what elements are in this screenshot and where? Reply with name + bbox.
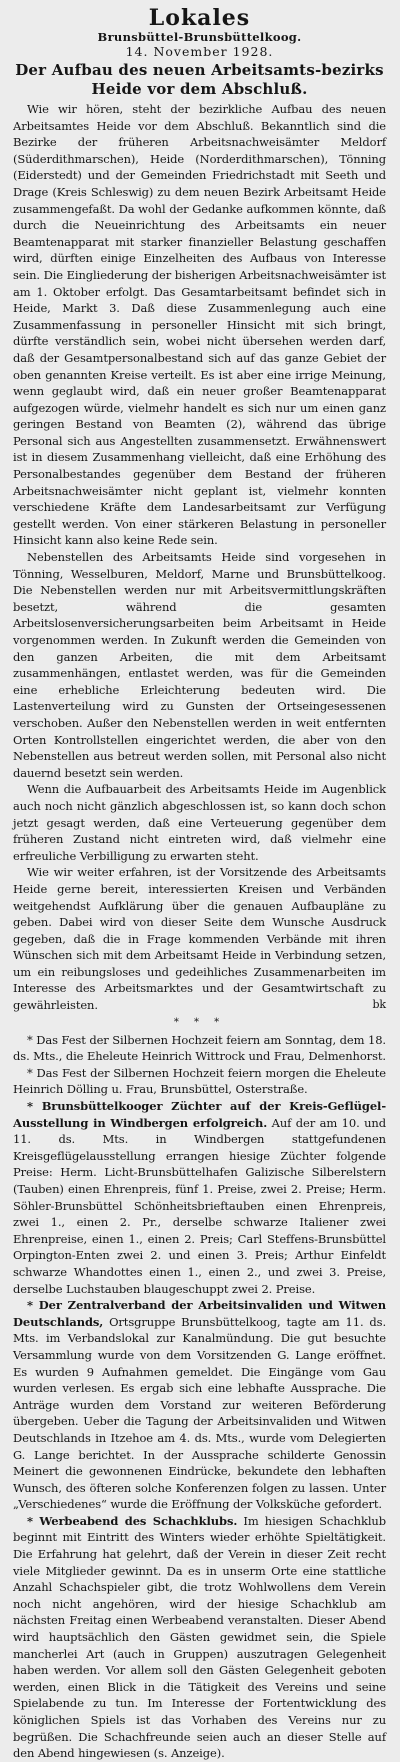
notice-heading: * Werbeabend des Schachklubs. xyxy=(27,1513,238,1528)
masthead: Lokales xyxy=(148,5,251,31)
article-headline: Der Aufbau des neuen Arbeitsamts-bezirks Heide vor dem Abschluß. xyxy=(15,61,384,98)
notice-text: * Das Fest der Silbernen Hochzeit feiern am Sonntag, dem 18. ds. Mts., die Eheleute Heinrich Wittrock und Frau, Delmenhorst. xyxy=(13,1032,386,1064)
notice-item xyxy=(13,1297,386,1513)
notice-item xyxy=(13,1032,386,1065)
notice-item xyxy=(13,1513,386,1762)
local-notices xyxy=(13,1032,386,1762)
notice-heading: * Brunsbüttelkooger Züchter auf der Kreis-Geflügel-Ausstellung in Windbergen erfolgreich. xyxy=(13,1099,386,1130)
article-paragraph: Wie wir hören, steht der bezirkliche Aufbau des neuen Arbeitsamtes Heide vor dem Abschluß. Bekanntlich sind die Bezirke der früheren Arbeitsnachweisämter Meldorf (Süderdithmarschen), Heide (Norderdithmarschen), Tönning (Eiderstedt) und der Gemeinden Friedrichstadt mit Seeth und Drage (Kreis Schleswig) zu dem neuen Bezirk Arbeitsamt Heide zusammengefaßt. Da wohl der Gedanke aufkommen könnte, daß durch die Neueinrichtung des Arbeitsamts ein neuer Beamtenapparat mit starker finanzieller Belastung geschaffen wird, dürften einige Einzelheiten des Aufbaus von Interesse sein. Die Eingliederung der bisherigen Arbeitsnachweisämter ist am 1. Oktober erfolgt. Das Gesamtarbeitsamt befindet sich in Heide, Markt 3. Daß diese Zusammenlegung auch eine Zusammenfassung in personeller Hinsicht mit sich bringt, dürfte verständlich sein, wobei nicht übersehen werden darf, daß der Gesamtpersonalbestand sich auf das ganze Gebiet der oben genannten Kreise verteilt. Es ist aber eine irrige Meinung, wenn geglaubt wird, daß ein neuer großer Beamtenapparat aufgezogen würde, vielmehr handelt es sich nur um einen ganz geringen Bestand von Beamten (2), während das übrige Personal sich aus Angestellten zusammensetzt. Erwähnenswert ist in diesem Zusammenhang vielleicht, daß eine Erhöhung des Personalbestandes gegenüber dem Bestand der früheren Arbeitsnachweisämter nicht geplant ist, vielmehr konnten verschiedene Kräfte dem Landesarbeitsamt zur Verfügung gestellt werden. Von einer stärkeren Belastung in personeller Hinsicht kann also keine Rede sein. xyxy=(13,102,386,548)
article-paragraph-text: Wie wir weiter erfahren, ist der Vorsitzende des Arbeitsamts Heide gerne bereit, interessierten Kreisen und Verbänden weitgehendst Aufklärung über die genauen Aufbaupläne zu geben. Dabei wird von dieser Seite dem Wunsche Ausdruck gegeben, daß die in Frage kommenden Verbände mit ihren Wünschen sich mit dem Arbeitsamt Heide in Verbindung setzen, um ein reibungsloses und gedeihliches Zusammenarbeiten im Interesse des Arbeitsmarktes und der Gesamtwirtschaft zu gewährleisten. xyxy=(13,865,386,1013)
locality-line: Brunsbüttel-Brunsbüttelkoog. xyxy=(97,30,302,44)
notice-text: Im hiesigen Schachklub beginnt mit Eintritt des Winters wieder erhöhte Spieltätigkeit. Die Erfahrung hat gelehrt, daß der Verein in dieser Zeit recht viele Mitglieder gewinnt. Da es in unserm Orte eine stattliche Anzahl Schachspieler gibt, die trotz Wohlwollens dem Verein noch nicht angehören, wird der hiesige Schachklub am nächsten Freitag einen Werbeabend veranstalten. Dieser Abend wird hauptsächlich den Gästen gewidmet sein, die Spiele mancherlei Art (auch in Gruppen) auszutragen Gelegenheit haben werden. Vor allem soll den Gästen Gelegenheit geboten werden, einen Blick in die Tätigkeit des Vereins und seine Spielabende zu tun. Im Interesse der Fortentwicklung des königlichen Spiels ist das Vorhaben des Vereins nur zu begrüßen. Die Schachfreunde seien auch an dieser Stelle auf den Abend hingewiesen (s. Anzeige). xyxy=(13,1513,386,1761)
article-paragraph xyxy=(13,864,386,1013)
notice-text: * Das Fest der Silbernen Hochzeit feiern morgen die Eheleute Heinrich Dölling u. Frau, Brunsbüttel, Osterstraße. xyxy=(13,1065,386,1097)
article-body xyxy=(13,101,386,1014)
separator: * * * xyxy=(173,1016,226,1028)
notice-item xyxy=(13,1098,386,1297)
article-paragraph: Nebenstellen des Arbeitsamts Heide sind vorgesehen in Tönning, Wesselburen, Meldorf, Marne und Brunsbüttelkoog. Die Nebenstellen werden nur mit Arbeitsvermittlungskräften besetzt, während die gesamten Arbeitslosenversicherungsarbeiten beim Arbeitsamt in Heide vorgenommen werden. In Zukunft werden die Gemeinden von den ganzen Arbeiten, die mit dem Arbeitsamt zusammenhängen, entlastet werden, was für die Gemeinden eine erhebliche Erleichterung bedeuten wird. Die Lastenverteilung wird zu Gunsten der Ortseingesessenen verschoben. Außer den Nebenstellen werden in weit entfernten Orten Kontrollstellen eingerichtet werden, die aber von den Nebenstellen aus betreut werden sollen, mit Personal also nicht dauernd besetzt sein werden. xyxy=(13,550,386,780)
notice-heading: * Der Zentralverband der Arbeitsinvaliden und Witwen Deutschlands, xyxy=(13,1298,386,1329)
article-endmark: bk xyxy=(372,998,386,1012)
issue-date: 14. November 1928. xyxy=(125,44,274,59)
article-paragraph: Wenn die Aufbauarbeit des Arbeitsamts Heide im Augenblick auch noch nicht gänzlich abgeschlossen ist, so kann doch schon jetzt gesagt werden, daß eine Verteuerung gegenüber dem früheren Zustand nicht eintreten wird, daß vielmehr eine erfreuliche Verbilligung zu erwarten steht. xyxy=(13,782,386,863)
notice-text: Ortsgruppe Brunsbüttelkoog, tagte am 11. ds. Mts. im Verbandslokal zur Kanalmündung. Die gut besuchte Versammlung wurde von dem Vorsitzenden G. Lange eröffnet. Es wurden 9 Aufnahmen gemeldet. Die Eingänge vom Gau wurden verlesen. Es ergab sich eine lebhafte Aussprache. Die Anträge wurden dem Vorstand zur weiteren Beförderung übergeben. Ueber die Tagung der Arbeitsinvaliden und Witwen Deutschlands in Itzehoe am 4. ds. Mts., wurde vom Delegierten G. Lange berichtet. In der Aussprache schilderte Genossin Meinert die gewonnenen Eindrücke, bekundete den lebhaften Wunsch, des öfteren solche Konferenzen folgen zu lassen. Unter „Verschiedenes“ wurde die Eröffnung der Volksküche gefordert. xyxy=(13,1314,386,1512)
notice-item xyxy=(13,1065,386,1098)
section-header xyxy=(13,6,386,59)
notice-text: Auf der am 10. und 11. ds. Mts. in Windbergen stattgefundenen Kreisgeflügelausstellung errangen hiesige Züchter folgende Preise: Herm. Licht-Brunsbüttelhafen Galizische Silberelstern (Tauben) einen Ehrenpreis, fünf 1. Preise, zwei 2. Preise; Herm. Söhler-Brunsbüttel Schönheitsbrieftauben einen Ehrenpreis, zwei 1., einen 2. Pr., derselbe schwarze Italiener zwei Ehrenpreise, einen 1., einen 2. Preis; Carl Steffens-Brunsbüttel Orpington-Enten zwei 2. und einen 3. Preis; Arthur Einfeldt schwarze Whandottes einen 1., einen 2., und zwei 3. Preise, derselbe Luchstauben blaugeschuppt zwei 2. Preise. xyxy=(13,1115,386,1296)
